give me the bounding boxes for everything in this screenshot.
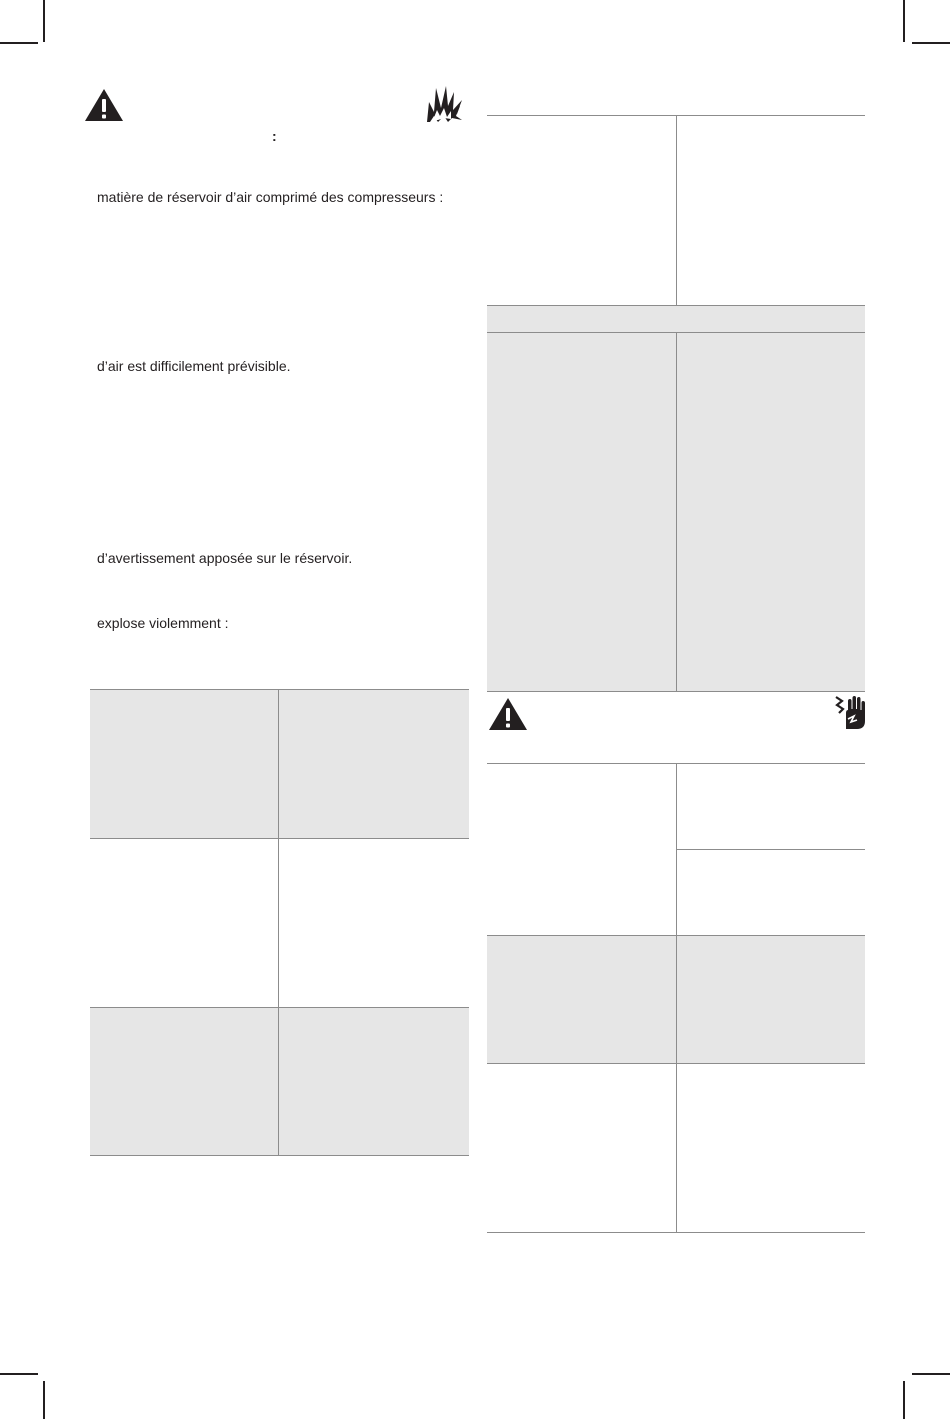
table-column-divider (278, 689, 279, 1155)
explosion-icon (424, 84, 464, 124)
crop-mark (43, 1381, 45, 1419)
body-line: d’air est difficilement prévisible. (97, 358, 291, 374)
body-line: d’avertissement apposée sur le réservoir. (97, 550, 353, 566)
warning-triangle-icon (84, 88, 124, 122)
electric-shock-hand-icon (832, 695, 866, 731)
warning-triangle-icon (488, 697, 528, 731)
table-row-shaded (90, 689, 469, 838)
crop-mark (43, 0, 45, 42)
body-line: matière de réservoir d’air comprimé des compresseurs : (97, 189, 444, 205)
table-rule (487, 691, 865, 692)
crop-mark (0, 42, 38, 44)
table-row-shaded (487, 305, 865, 332)
table-rule (487, 305, 865, 306)
crop-mark (912, 42, 950, 44)
table-column-divider (676, 763, 677, 1232)
table-column-divider (676, 115, 677, 305)
table-rule (90, 1007, 469, 1008)
table-rule (90, 1155, 469, 1156)
crop-mark (903, 0, 905, 42)
table-rule (676, 849, 865, 850)
table-row-shaded (90, 1007, 469, 1155)
table-column-divider (676, 332, 677, 691)
crop-mark (912, 1373, 950, 1375)
heading-colon: : (272, 128, 277, 144)
table-rule (487, 1232, 865, 1233)
table-rule (90, 689, 469, 690)
crop-mark (0, 1373, 38, 1375)
crop-mark (903, 1381, 905, 1419)
body-line: explose violemment : (97, 615, 229, 631)
table-rule (90, 838, 469, 839)
